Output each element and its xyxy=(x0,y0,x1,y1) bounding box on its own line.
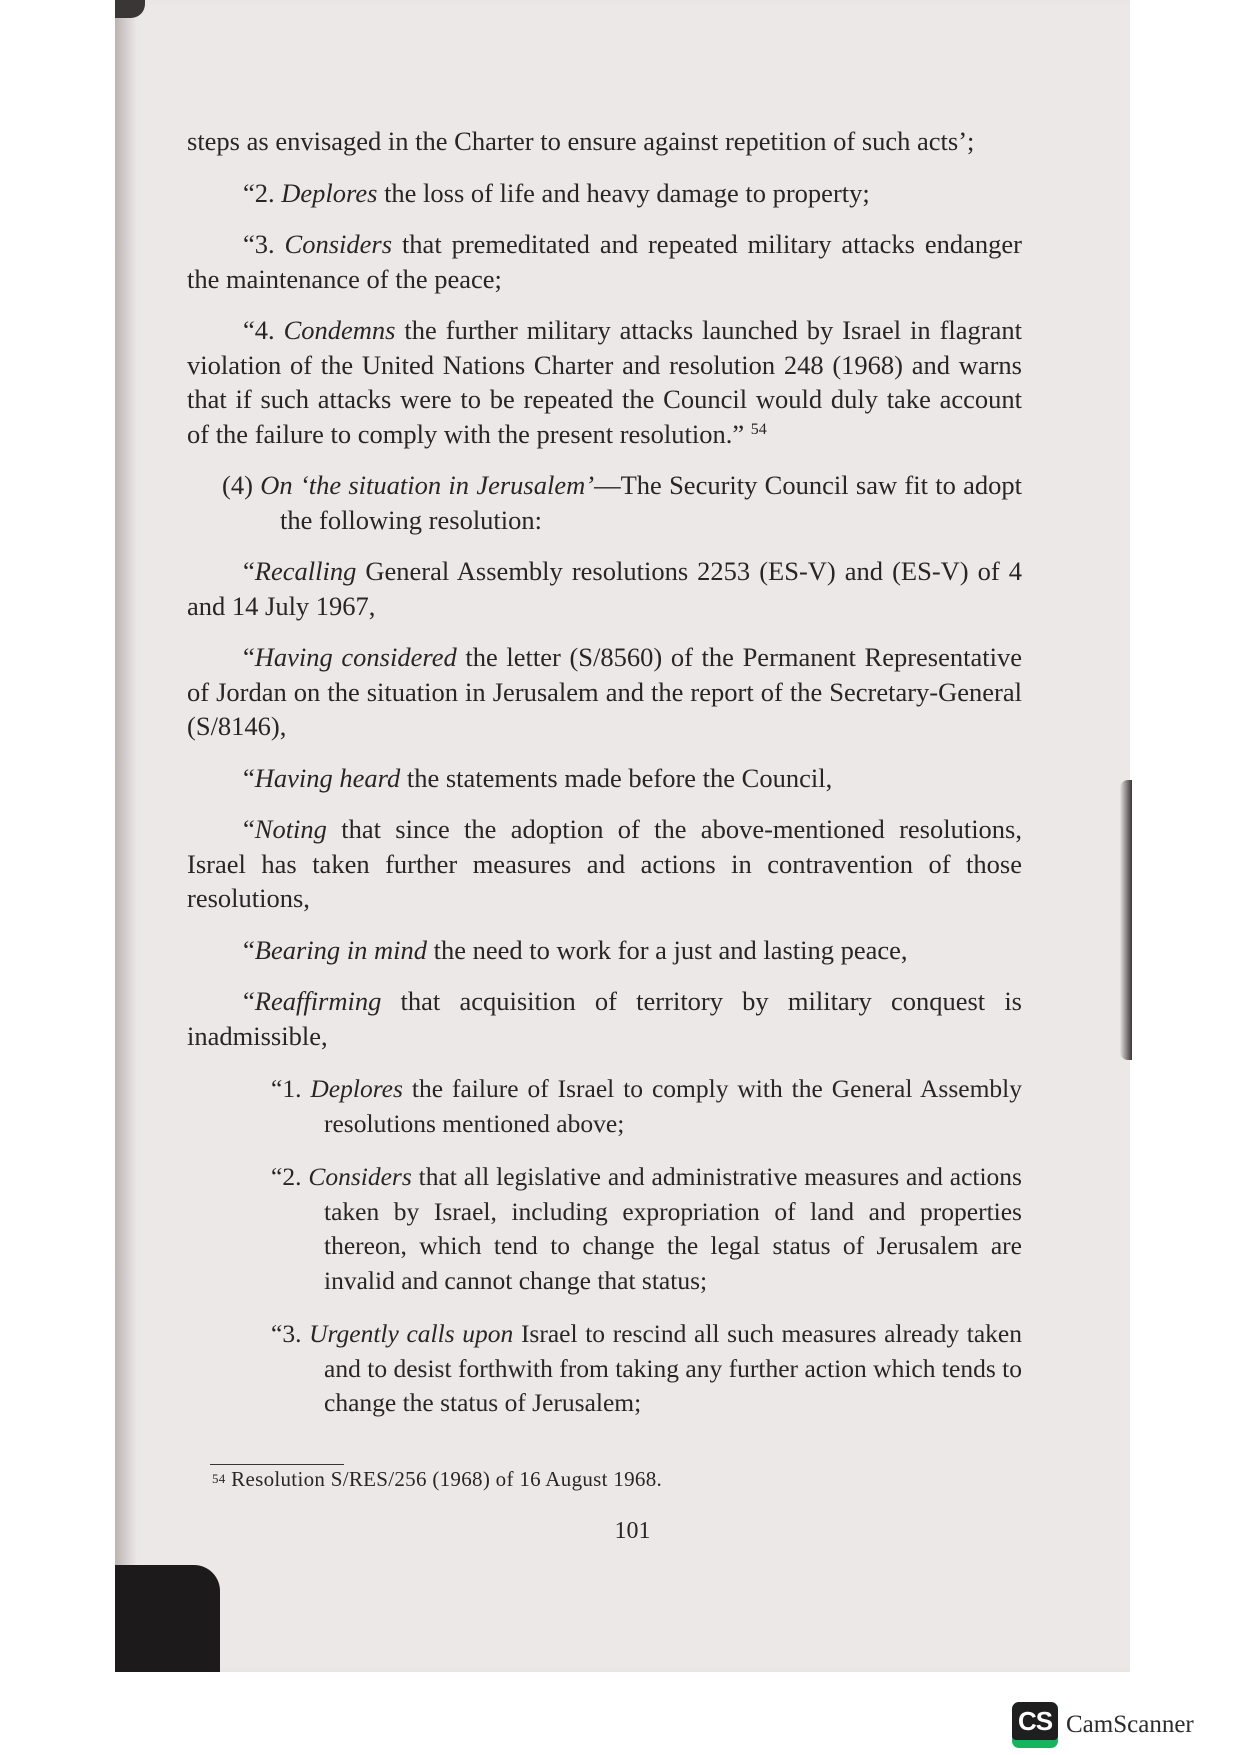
paragraph: “1. Deplores the failure of Israel to comply with the General Assembly resolutions mentioned above; xyxy=(271,1074,1022,1138)
camscanner-name: CamScanner xyxy=(1066,1711,1194,1738)
page-number: 101 xyxy=(614,1518,651,1544)
camscanner-watermark xyxy=(1012,1702,1194,1748)
paragraph: “4. Condemns the further military attacks launched by Israel in flagrant violation of the United Nations Charter and resolution 248 (1968) and warns that if such attacks were to be repeated the Council would duly take account of the failure to comply with the present resolution.” $^{54}$ xyxy=(187,315,1022,449)
binding-shadow xyxy=(115,0,137,1672)
paragraph: (4) On ‘the situation in Jerusalem’—The Security Council saw fit to adopt the following resolution: xyxy=(222,470,1022,535)
footnote-text: Resolution S/RES/256 (1968) of 16 August 1968. xyxy=(231,1467,663,1491)
paragraph: “Reaffirming that acquisition of territory by military conquest is inadmissible, xyxy=(187,986,1022,1051)
camscanner-logo-text: CS xyxy=(1012,1702,1058,1740)
paragraph: “Bearing in mind the need to work for a just and lasting peace, xyxy=(243,934,908,965)
page-edge-shadow xyxy=(1120,780,1132,1060)
paragraph: “3. Considers that premeditated and repeated military attacks endanger the maintenance of the peace; xyxy=(187,229,1023,294)
paragraph: “Having heard the statements made before the Council, xyxy=(243,762,833,793)
paragraph: “Recalling General Assembly resolutions 2253 (ES-V) and (ES-V) of 4 and 14 July 1967, xyxy=(187,556,1022,621)
footnote-marker: 54 xyxy=(212,1471,226,1486)
paragraph: “Having considered the letter (S/8560) of the Permanent Representative of Jordan on the situation in Jerusalem and the report of the Secretary-General (S/8146), xyxy=(187,642,1022,741)
thumb-shadow xyxy=(115,1565,220,1672)
paragraph: “3. Urgently calls upon Israel to rescind all such measures already taken and to desist forthwith from taking any further action which tends to change the status of Jerusalem; xyxy=(271,1319,1022,1417)
paragraph: “2. Deplores the loss of life and heavy damage to property; xyxy=(243,177,870,208)
camscanner-logo-icon xyxy=(1012,1702,1058,1748)
page-body-text xyxy=(187,124,1022,1421)
paragraph: steps as envisaged in the Charter to ensure against repetition of such acts’; xyxy=(187,126,975,156)
paragraph: “2. Considers that all legislative and administrative measures and actions taken by Israel, including expropriation of land and properties thereon, which tend to change the legal status of Jerusalem are invalid and cannot change that status; xyxy=(271,1162,1022,1295)
paragraph: “Noting that since the adoption of the above-mentioned resolutions, Israel has taken further measures and actions in contravention of those resolutions, xyxy=(187,814,1022,913)
footnote xyxy=(212,1465,662,1493)
